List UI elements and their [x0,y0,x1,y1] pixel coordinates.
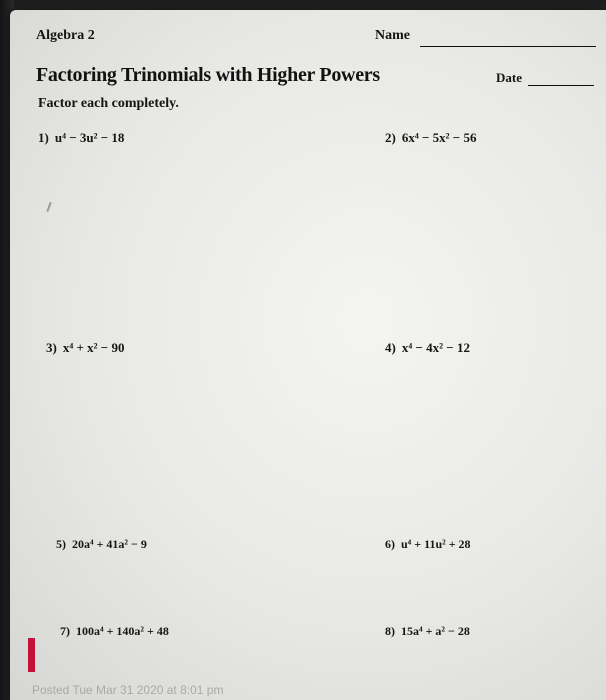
problem-7 [60,624,169,639]
problem-1 [38,130,124,146]
red-marker [28,638,35,672]
problem-number: 6) [385,537,395,551]
worksheet-title: Factoring Trinomials with Higher Powers [36,64,380,86]
problem-number: 7) [60,624,70,638]
problem-2 [385,130,476,146]
name-blank-line [420,46,596,47]
course-label: Algebra 2 [36,28,95,43]
name-label: Name [375,28,410,43]
problem-number: 1) [38,130,49,145]
instructions: Factor each completely. [38,96,179,111]
problem-6 [385,537,471,552]
date-blank-line [528,85,594,86]
problem-5 [56,537,147,552]
problem-8 [385,624,470,639]
posted-timestamp: Posted Tue Mar 31 2020 at 8:01 pm [32,683,224,697]
problem-number: 2) [385,130,396,145]
problem-4 [385,340,470,356]
problem-expression: 20a⁴ + 41a² − 9 [72,537,147,551]
problem-number: 8) [385,624,395,638]
problem-expression: 6x⁴ − 5x² − 56 [401,130,477,145]
problem-3 [46,340,124,356]
problem-expression: u⁴ − 3u² − 18 [54,130,125,145]
problem-number: 5) [56,537,66,551]
problem-number: 4) [385,340,396,355]
problem-expression: u⁴ + 11u² + 28 [401,537,471,551]
problem-expression: 100a⁴ + 140a² + 48 [76,624,169,638]
date-label: Date [496,70,522,85]
problem-number: 3) [46,340,57,355]
problem-expression: x⁴ + x² − 90 [62,340,125,355]
problem-expression: x⁴ − 4x² − 12 [401,340,470,355]
problem-expression: 15a⁴ + a² − 28 [401,624,470,638]
